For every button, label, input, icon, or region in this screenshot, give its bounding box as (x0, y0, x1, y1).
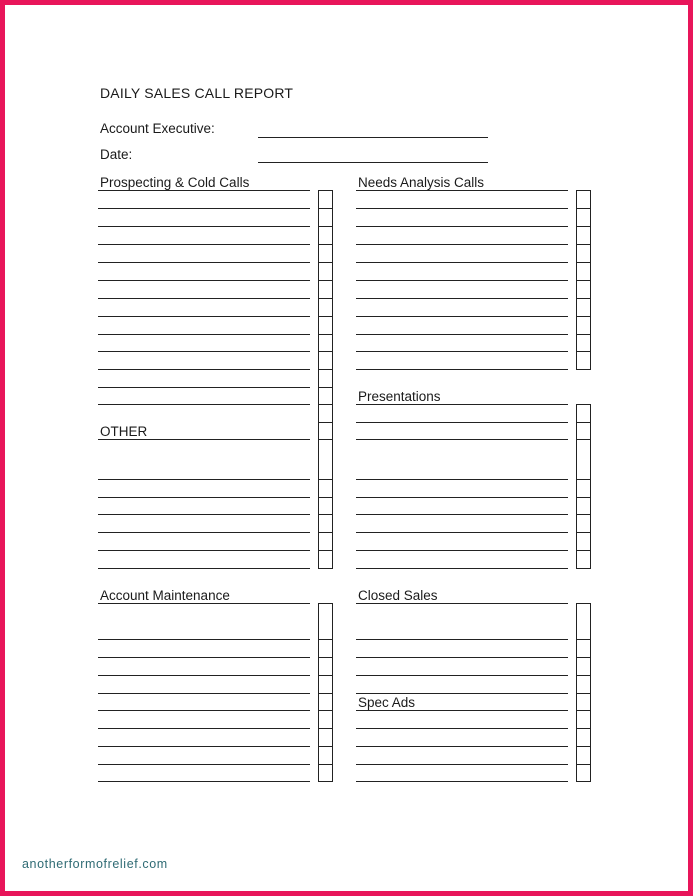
spec-ads-line[interactable] (356, 728, 568, 729)
presentations-line[interactable] (356, 514, 568, 515)
account-maintenance-checkbox-column-divider (318, 746, 333, 747)
needs-analysis-line[interactable] (356, 351, 568, 352)
presentations-checkbox-column-divider (576, 497, 591, 498)
other-line[interactable] (98, 514, 310, 515)
closed-sales-checkbox-column-divider (576, 693, 591, 694)
prospecting-line[interactable] (98, 334, 310, 335)
needs-analysis-checkbox-column-divider (576, 298, 591, 299)
prospecting-checkbox-column-divider (318, 514, 333, 515)
other-line[interactable] (98, 497, 310, 498)
needs-analysis-line[interactable] (356, 208, 568, 209)
needs-analysis-line[interactable] (356, 334, 568, 335)
prospecting-line[interactable] (98, 387, 310, 388)
needs-analysis-checkbox-column-divider (576, 244, 591, 245)
needs-analysis-line[interactable] (356, 244, 568, 245)
footer-watermark: anotherformofrelief.com (22, 857, 168, 871)
date-label: Date: (100, 147, 133, 162)
needs-analysis-checkbox-column-bottom (576, 369, 591, 370)
account-maintenance-line[interactable] (98, 603, 310, 604)
section-account-maintenance-label: Account Maintenance (100, 588, 230, 603)
prospecting-checkbox-column-divider (318, 497, 333, 498)
account-maintenance-checkbox-column-bottom (318, 781, 333, 782)
other-line[interactable] (98, 479, 310, 480)
prospecting-checkbox-column-divider (318, 479, 333, 480)
closed-sales-line[interactable] (356, 657, 568, 658)
spec-ads-line[interactable] (356, 781, 568, 782)
presentations-line[interactable] (356, 550, 568, 551)
report-title: DAILY SALES CALL REPORT (100, 85, 294, 101)
needs-analysis-line[interactable] (356, 298, 568, 299)
closed-sales-checkbox-column-divider (576, 746, 591, 747)
prospecting-line[interactable] (98, 280, 310, 281)
prospecting-line[interactable] (98, 244, 310, 245)
closed-sales-checkbox-column-bottom (576, 781, 591, 782)
prospecting-checkbox-column-divider (318, 298, 333, 299)
other-line[interactable] (98, 532, 310, 533)
presentations-checkbox-column-divider (576, 439, 591, 440)
prospecting-checkbox-column-divider (318, 351, 333, 352)
needs-analysis-checkbox-column-divider (576, 208, 591, 209)
closed-sales-line[interactable] (356, 693, 568, 694)
closed-sales-checkbox-column-divider (576, 710, 591, 711)
account-maintenance-line[interactable] (98, 639, 310, 640)
spec-ads-line[interactable] (356, 710, 568, 711)
account-maintenance-checkbox-column-divider (318, 764, 333, 765)
account-maintenance-line[interactable] (98, 710, 310, 711)
prospecting-checkbox-column-divider (318, 422, 333, 423)
needs-analysis-checkbox-column-divider (576, 334, 591, 335)
prospecting-checkbox-column-divider (318, 280, 333, 281)
closed-sales-checkbox-column (576, 603, 591, 781)
account-maintenance-line[interactable] (98, 728, 310, 729)
closed-sales-checkbox-column-divider (576, 728, 591, 729)
needs-analysis-line[interactable] (356, 262, 568, 263)
section-prospecting-label: Prospecting & Cold Calls (100, 175, 250, 190)
needs-analysis-checkbox-column-divider (576, 280, 591, 281)
presentations-checkbox-column-divider (576, 514, 591, 515)
account-maintenance-checkbox-column-divider (318, 728, 333, 729)
needs-analysis-checkbox-column-divider (576, 351, 591, 352)
prospecting-line[interactable] (98, 262, 310, 263)
account-maintenance-checkbox-column (318, 603, 333, 781)
closed-sales-checkbox-column-divider (576, 764, 591, 765)
closed-sales-line[interactable] (356, 675, 568, 676)
presentations-checkbox-column-divider (576, 422, 591, 423)
presentations-line[interactable] (356, 568, 568, 569)
prospecting-checkbox-column-divider (318, 244, 333, 245)
prospecting-line[interactable] (98, 404, 310, 405)
presentations-line[interactable] (356, 497, 568, 498)
closed-sales-checkbox-column-divider (576, 675, 591, 676)
other-line[interactable] (98, 568, 310, 569)
presentations-checkbox-column-divider (576, 479, 591, 480)
prospecting-checkbox-column-bottom (318, 568, 333, 569)
account-maintenance-checkbox-column-divider (318, 639, 333, 640)
other-line[interactable] (98, 550, 310, 551)
prospecting-line[interactable] (98, 208, 310, 209)
closed-sales-line[interactable] (356, 639, 568, 640)
spec-ads-line[interactable] (356, 746, 568, 747)
account-maintenance-line[interactable] (98, 746, 310, 747)
prospecting-checkbox-column-divider (318, 369, 333, 370)
prospecting-line[interactable] (98, 316, 310, 317)
section-needs-analysis-label: Needs Analysis Calls (358, 175, 485, 190)
needs-analysis-line[interactable] (356, 316, 568, 317)
section-closed-sales-label: Closed Sales (358, 588, 438, 603)
account-maintenance-line[interactable] (98, 764, 310, 765)
prospecting-checkbox-column-divider (318, 439, 333, 440)
prospecting-line[interactable] (98, 226, 310, 227)
prospecting-checkbox-column-divider (318, 532, 333, 533)
prospecting-checkbox-column-divider (318, 387, 333, 388)
needs-analysis-checkbox-column-divider (576, 316, 591, 317)
presentations-checkbox-column-bottom (576, 568, 591, 569)
prospecting-line[interactable] (98, 369, 310, 370)
needs-analysis-line[interactable] (356, 369, 568, 370)
presentations-line[interactable] (356, 439, 568, 440)
presentations-line[interactable] (356, 404, 568, 405)
prospecting-checkbox-column-divider (318, 208, 333, 209)
prospecting-line[interactable] (98, 298, 310, 299)
prospecting-line[interactable] (98, 351, 310, 352)
prospecting-checkbox-column-divider (318, 550, 333, 551)
presentations-checkbox-column-divider (576, 550, 591, 551)
section-presentations-label: Presentations (358, 389, 441, 404)
needs-analysis-checkbox-column-divider (576, 226, 591, 227)
needs-analysis-line[interactable] (356, 280, 568, 281)
needs-analysis-checkbox-column-divider (576, 262, 591, 263)
account-maintenance-checkbox-column-divider (318, 693, 333, 694)
needs-analysis-line[interactable] (356, 226, 568, 227)
date-field[interactable] (258, 162, 488, 163)
prospecting-checkbox-column-divider (318, 316, 333, 317)
section-other-label: OTHER (100, 424, 148, 439)
account-maintenance-line[interactable] (98, 675, 310, 676)
presentations-checkbox-column (576, 404, 591, 568)
other-line[interactable] (98, 439, 310, 440)
prospecting-line[interactable] (98, 190, 310, 191)
prospecting-checkbox-column-divider (318, 404, 333, 405)
presentations-line[interactable] (356, 479, 568, 480)
spec-ads-line[interactable] (356, 764, 568, 765)
prospecting-checkbox-column (318, 190, 333, 568)
needs-analysis-line[interactable] (356, 190, 568, 191)
account-maintenance-line[interactable] (98, 657, 310, 658)
section-spec-ads-label: Spec Ads (358, 695, 416, 710)
account-maintenance-checkbox-column-divider (318, 657, 333, 658)
presentations-checkbox-column-divider (576, 532, 591, 533)
account-executive-field[interactable] (258, 137, 488, 138)
account-maintenance-line[interactable] (98, 781, 310, 782)
account-maintenance-line[interactable] (98, 693, 310, 694)
presentations-line[interactable] (356, 422, 568, 423)
account-maintenance-checkbox-column-divider (318, 675, 333, 676)
closed-sales-line[interactable] (356, 603, 568, 604)
presentations-line[interactable] (356, 532, 568, 533)
prospecting-checkbox-column-divider (318, 334, 333, 335)
account-maintenance-checkbox-column-divider (318, 710, 333, 711)
prospecting-checkbox-column-divider (318, 262, 333, 263)
prospecting-checkbox-column-divider (318, 226, 333, 227)
closed-sales-checkbox-column-divider (576, 657, 591, 658)
closed-sales-checkbox-column-divider (576, 639, 591, 640)
account-executive-label: Account Executive: (100, 121, 215, 136)
